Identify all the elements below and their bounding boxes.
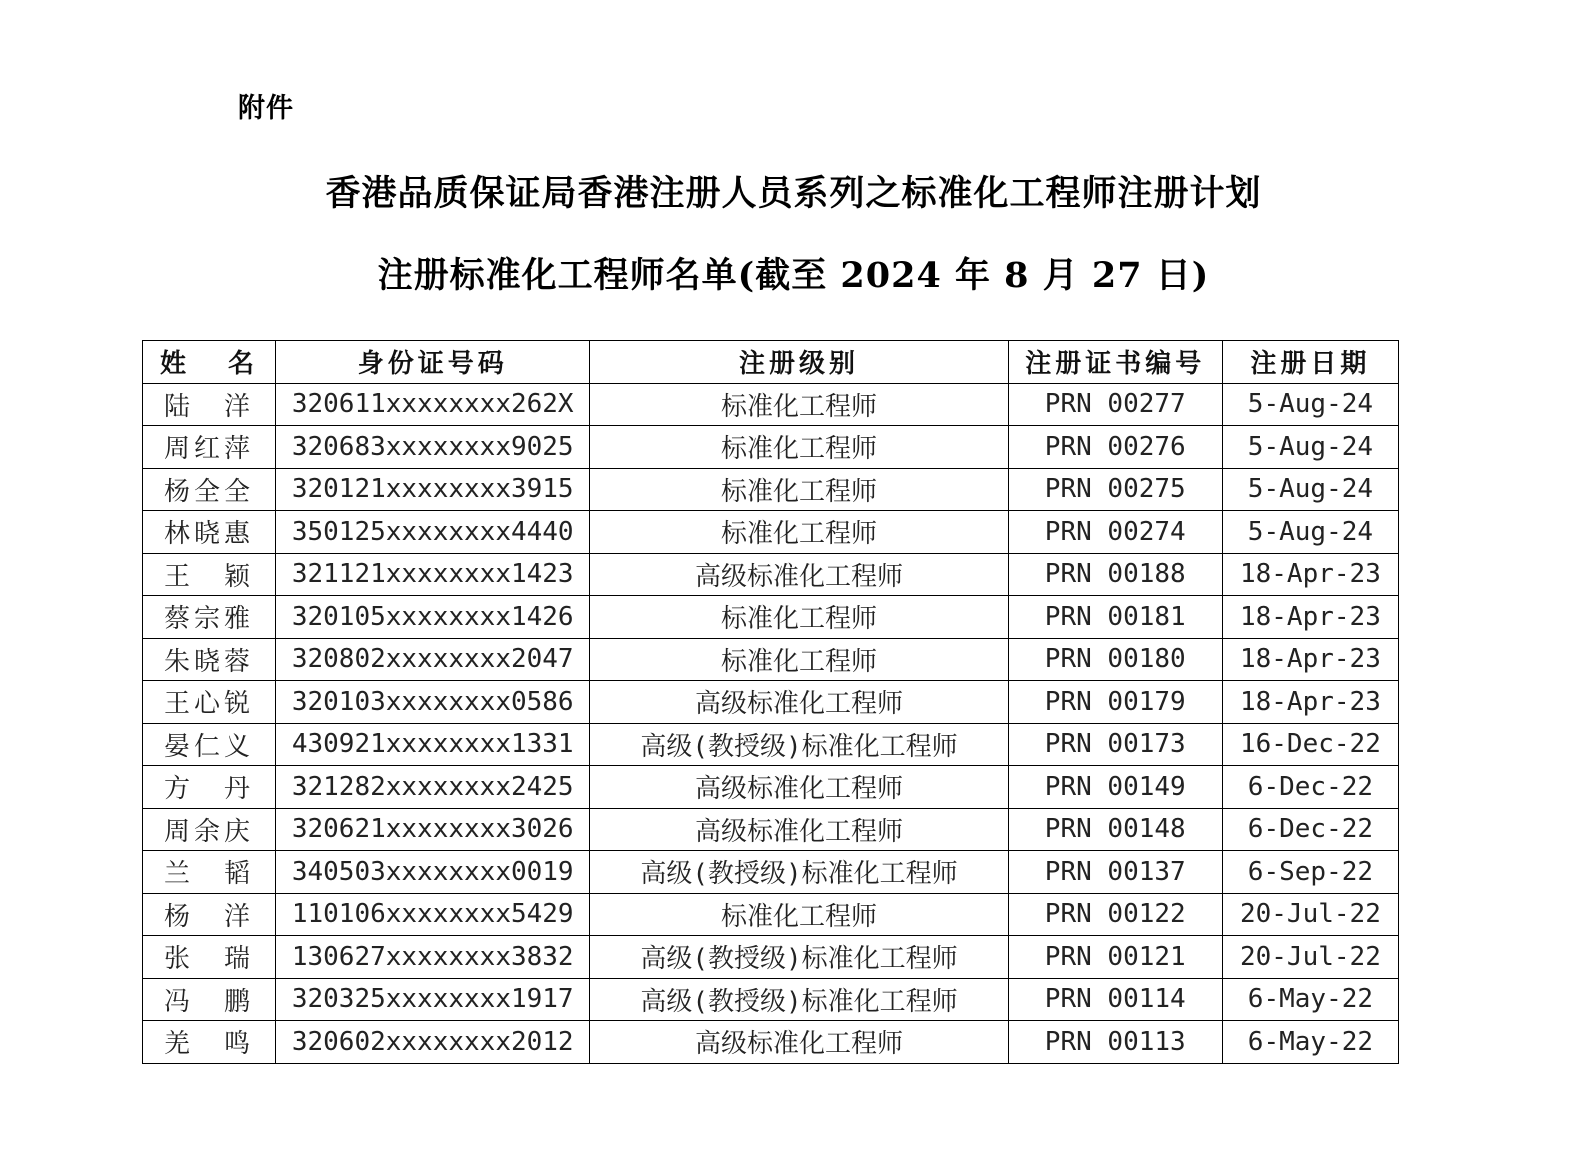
header-level: 注册级别 [590,341,1008,384]
cell-date: 6-Dec-22 [1222,766,1398,809]
engineer-roster-table [142,340,1399,1064]
header-name: 姓 名 [143,341,276,384]
table-row [143,468,1399,511]
cell-cert-no: PRN 00274 [1008,511,1222,554]
cell-level: 高级(教授级)标准化工程师 [590,723,1008,766]
cell-cert-no: PRN 00181 [1008,596,1222,639]
table-row [143,511,1399,554]
cell-name: 周余庆 [143,808,276,851]
table-row [143,893,1399,936]
cell-id-number: 320602xxxxxxxx2012 [276,1021,590,1064]
cell-cert-no: PRN 00149 [1008,766,1222,809]
cell-date: 20-Jul-22 [1222,936,1398,979]
table-header-row [143,341,1399,384]
cell-date: 20-Jul-22 [1222,893,1398,936]
cell-name: 蔡宗雅 [143,596,276,639]
cell-date: 18-Apr-23 [1222,681,1398,724]
cell-cert-no: PRN 00276 [1008,426,1222,469]
cell-cert-no: PRN 00277 [1008,383,1222,426]
cell-date: 5-Aug-24 [1222,383,1398,426]
cell-name: 陆 洋 [143,383,276,426]
cell-name: 杨全全 [143,468,276,511]
table-row [143,978,1399,1021]
cell-id-number: 320325xxxxxxxx1917 [276,978,590,1021]
cell-name: 周红萍 [143,426,276,469]
document-subtitle: 注册标准化工程师名单(截至 2024 年 8 月 27 日) [377,255,1210,296]
cell-id-number: 430921xxxxxxxx1331 [276,723,590,766]
cell-cert-no: PRN 00122 [1008,893,1222,936]
header-cert-no: 注册证书编号 [1008,341,1222,384]
cell-date: 18-Apr-23 [1222,596,1398,639]
cell-level: 标准化工程师 [590,596,1008,639]
table-row [143,426,1399,469]
cell-date: 6-May-22 [1222,978,1398,1021]
cell-level: 高级标准化工程师 [590,766,1008,809]
table-row [143,681,1399,724]
cell-id-number: 320621xxxxxxxx3026 [276,808,590,851]
cell-date: 5-Aug-24 [1222,468,1398,511]
cell-cert-no: PRN 00179 [1008,681,1222,724]
cell-level: 标准化工程师 [590,468,1008,511]
cell-level: 标准化工程师 [590,383,1008,426]
cell-date: 5-Aug-24 [1222,511,1398,554]
cell-name: 王 颖 [143,553,276,596]
cell-name: 羌 鸣 [143,1021,276,1064]
table-row [143,936,1399,979]
table-row [143,766,1399,809]
cell-cert-no: PRN 00113 [1008,1021,1222,1064]
cell-name: 冯 鹏 [143,978,276,1021]
cell-cert-no: PRN 00114 [1008,978,1222,1021]
cell-level: 高级(教授级)标准化工程师 [590,978,1008,1021]
cell-cert-no: PRN 00137 [1008,851,1222,894]
cell-level: 高级标准化工程师 [590,553,1008,596]
table-row [143,596,1399,639]
cell-cert-no: PRN 00275 [1008,468,1222,511]
cell-name: 张 瑞 [143,936,276,979]
cell-level: 高级(教授级)标准化工程师 [590,851,1008,894]
table-row [143,383,1399,426]
cell-name: 兰 韬 [143,851,276,894]
table-row [143,638,1399,681]
cell-id-number: 340503xxxxxxxx0019 [276,851,590,894]
cell-level: 标准化工程师 [590,893,1008,936]
cell-name: 朱晓蓉 [143,638,276,681]
header-date: 注册日期 [1222,341,1398,384]
cell-cert-no: PRN 00180 [1008,638,1222,681]
cell-date: 18-Apr-23 [1222,638,1398,681]
cell-level: 高级(教授级)标准化工程师 [590,936,1008,979]
cell-id-number: 320683xxxxxxxx9025 [276,426,590,469]
cell-date: 5-Aug-24 [1222,426,1398,469]
cell-id-number: 321282xxxxxxxx2425 [276,766,590,809]
cell-id-number: 321121xxxxxxxx1423 [276,553,590,596]
cell-name: 杨 洋 [143,893,276,936]
table-row [143,553,1399,596]
cell-level: 高级标准化工程师 [590,681,1008,724]
table-row [143,808,1399,851]
table-row [143,723,1399,766]
cell-level: 高级标准化工程师 [590,1021,1008,1064]
table-row [143,1021,1399,1064]
cell-id-number: 320105xxxxxxxx1426 [276,596,590,639]
cell-date: 18-Apr-23 [1222,553,1398,596]
cell-name: 晏仁义 [143,723,276,766]
cell-level: 标准化工程师 [590,638,1008,681]
cell-name: 方 丹 [143,766,276,809]
cell-date: 6-Dec-22 [1222,808,1398,851]
cell-id-number: 320103xxxxxxxx0586 [276,681,590,724]
cell-name: 王心锐 [143,681,276,724]
cell-date: 6-Sep-22 [1222,851,1398,894]
cell-cert-no: PRN 00188 [1008,553,1222,596]
cell-date: 6-May-22 [1222,1021,1398,1064]
cell-level: 高级标准化工程师 [590,808,1008,851]
cell-cert-no: PRN 00173 [1008,723,1222,766]
document-title: 香港品质保证局香港注册人员系列之标准化工程师注册计划 [325,173,1262,214]
header-id-number: 身份证号码 [276,341,590,384]
table-row [143,851,1399,894]
cell-id-number: 320802xxxxxxxx2047 [276,638,590,681]
cell-id-number: 320611xxxxxxxx262X [276,383,590,426]
cell-id-number: 110106xxxxxxxx5429 [276,893,590,936]
cell-id-number: 350125xxxxxxxx4440 [276,511,590,554]
cell-date: 16-Dec-22 [1222,723,1398,766]
cell-level: 标准化工程师 [590,426,1008,469]
cell-level: 标准化工程师 [590,511,1008,554]
cell-cert-no: PRN 00121 [1008,936,1222,979]
cell-id-number: 130627xxxxxxxx3832 [276,936,590,979]
attachment-label: 附件 [238,93,294,124]
cell-name: 林晓惠 [143,511,276,554]
cell-cert-no: PRN 00148 [1008,808,1222,851]
cell-id-number: 320121xxxxxxxx3915 [276,468,590,511]
